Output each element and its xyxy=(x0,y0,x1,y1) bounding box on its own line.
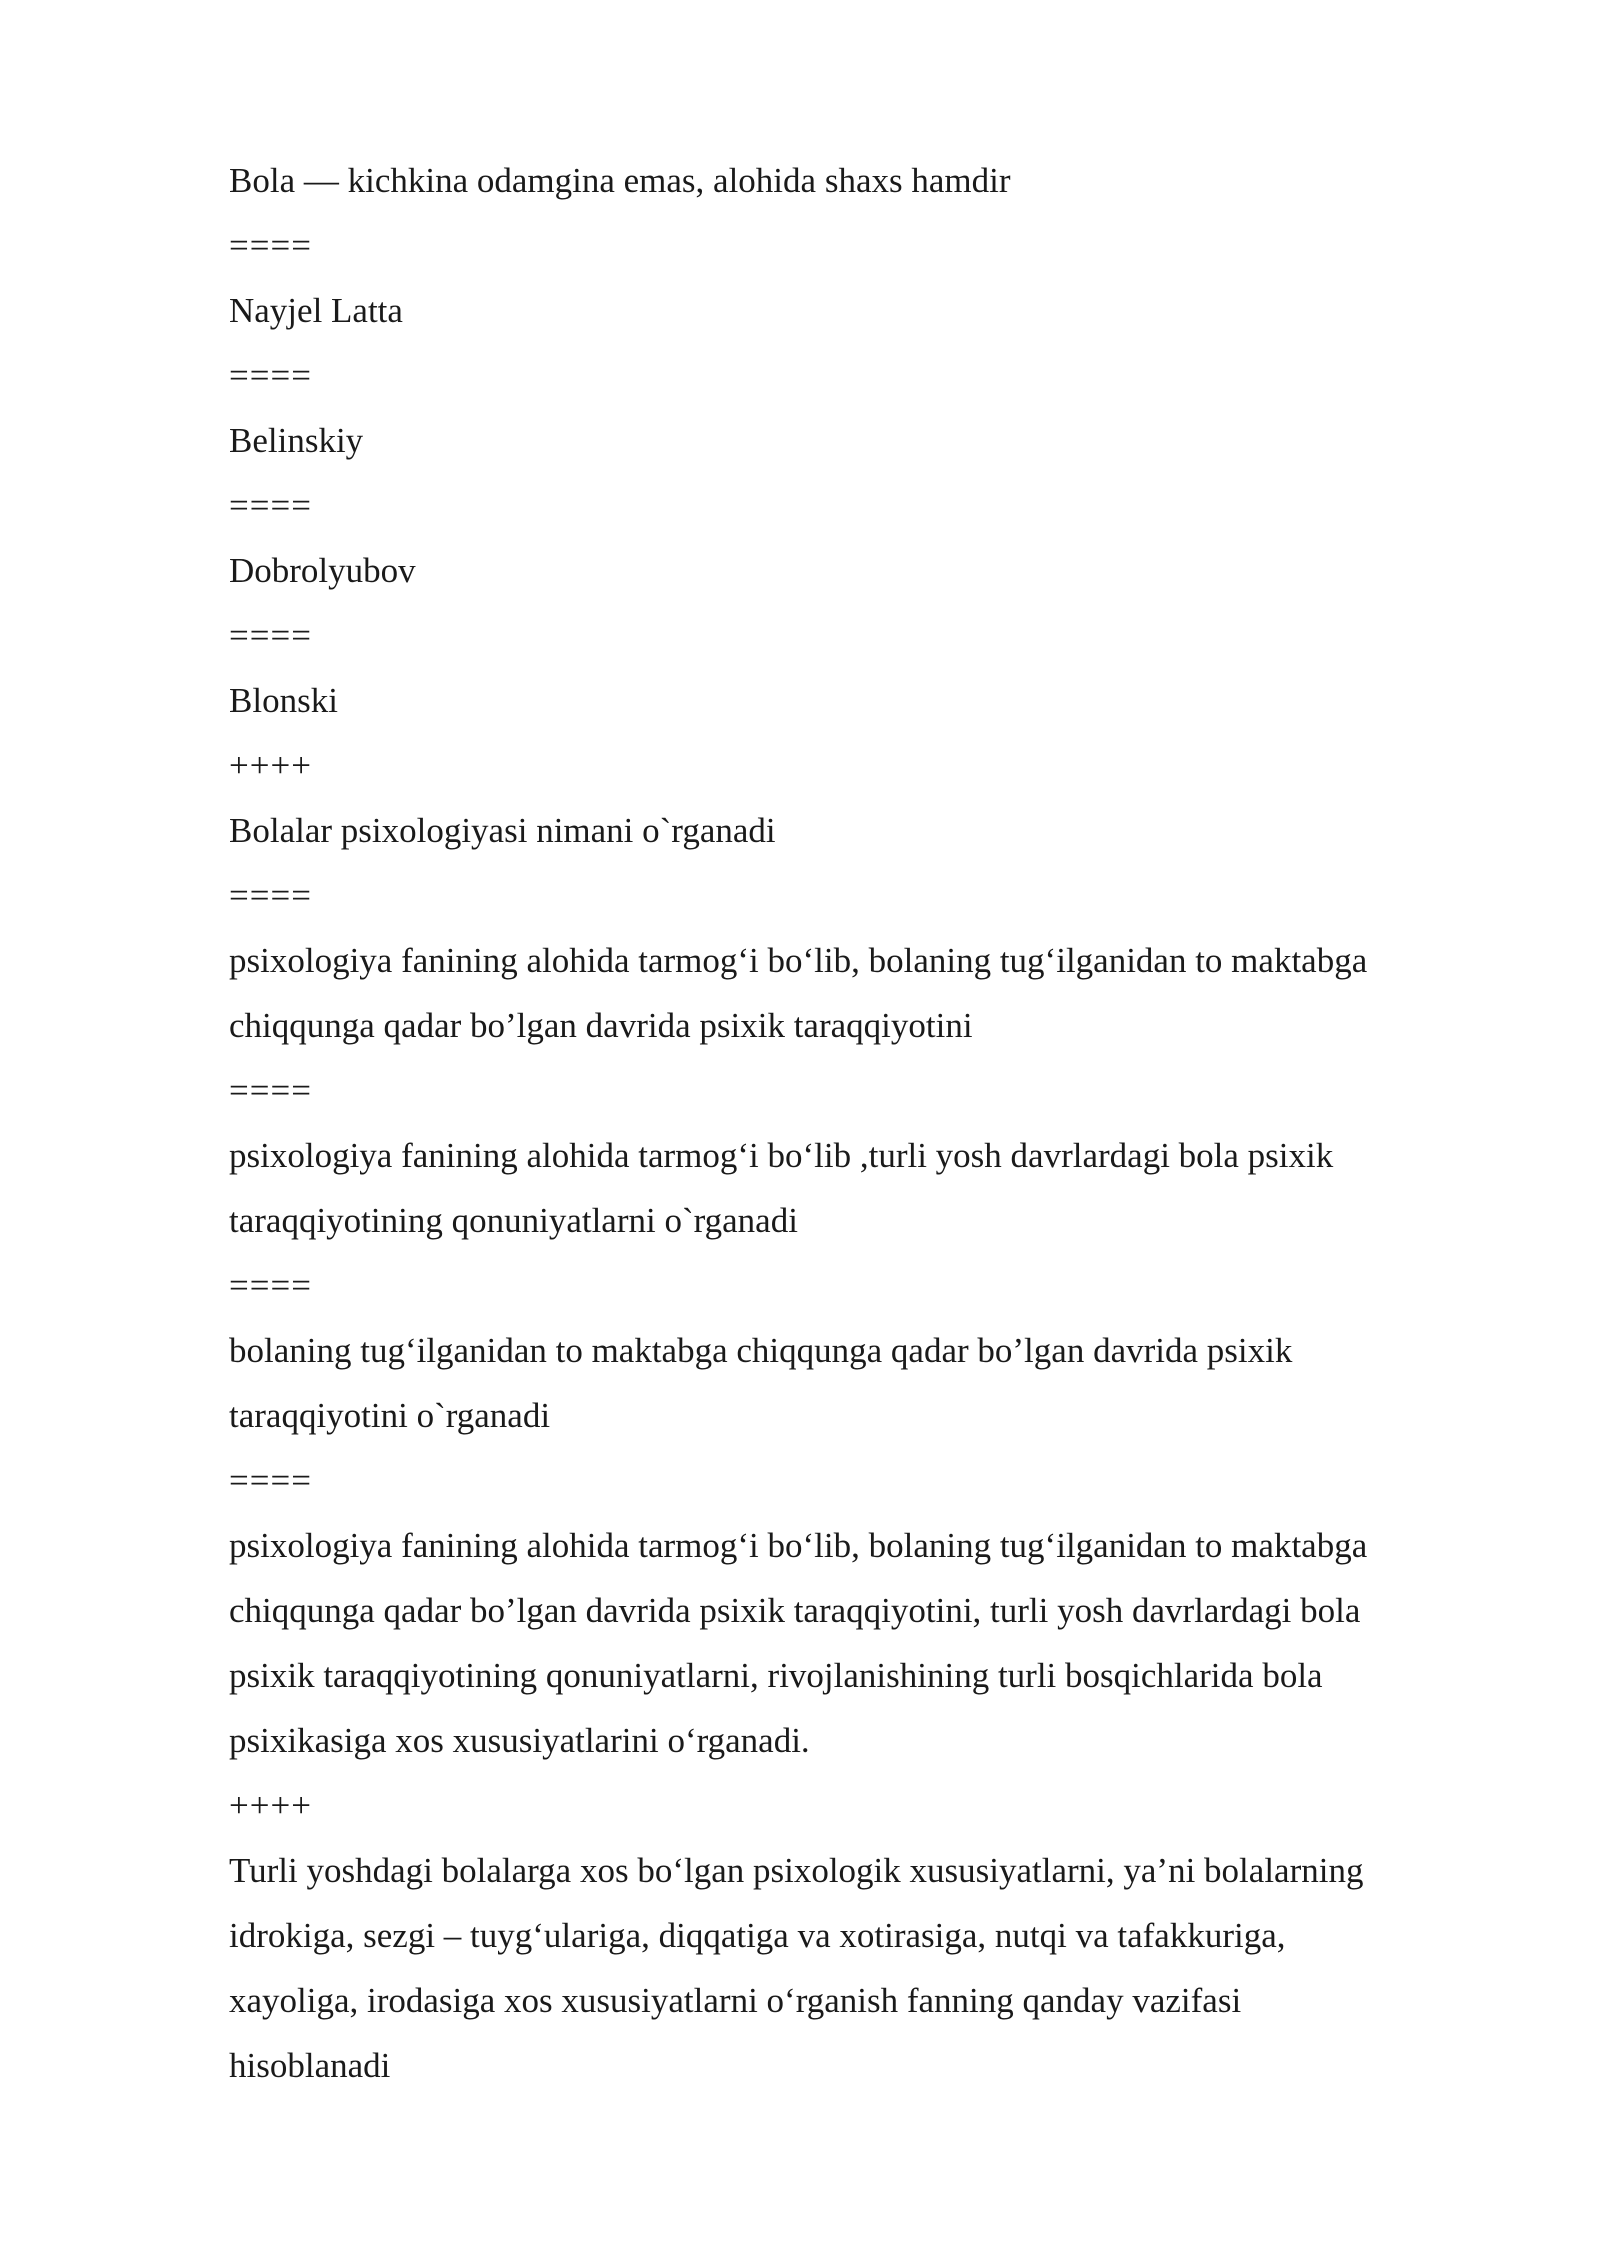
answer-option-line: psixologiya fanining alohida tarmog‘i bo‘lib, bolaning tug‘ilganidan to maktabga xyxy=(229,1526,1368,1565)
answer-option: Blonski xyxy=(229,681,338,720)
question-text: Bolalar psixologiyasi nimani o`rganadi xyxy=(229,811,776,850)
answer-option-line: psixologiya fanining alohida tarmog‘i bo‘lib ,turli yosh davrlardagi bola psixik xyxy=(229,1136,1334,1175)
answer-option-line: psixologiya fanining alohida tarmog‘i bo‘lib, bolaning tug‘ilganidan to maktabga xyxy=(229,941,1368,980)
question-separator: ++++ xyxy=(229,746,312,785)
question-text: Bola — kichkina odamgina emas, alohida shaxs hamdir xyxy=(229,161,1011,200)
answer-option: Nayjel Latta xyxy=(229,291,403,330)
answer-option-line: chiqqunga qadar bo’lgan davrida psixik taraqqiyotini, turli yosh davrlardagi bola xyxy=(229,1591,1361,1630)
answer-option-line: taraqqiyotining qonuniyatlarni o`rganadi xyxy=(229,1201,798,1240)
answer-option-line: chiqqunga qadar bo’lgan davrida psixik taraqqiyotini xyxy=(229,1006,973,1045)
answer-separator: ==== xyxy=(229,1266,312,1305)
answer-separator: ==== xyxy=(229,616,312,655)
document-page xyxy=(229,148,1469,2098)
answer-separator: ==== xyxy=(229,356,312,395)
answer-separator: ==== xyxy=(229,1461,312,1500)
question-text-line: xayoliga, irodasiga xos xususiyatlarni o‘rganish fanning qanday vazifasi xyxy=(229,1981,1242,2020)
question-text-line: idrokiga, sezgi – tuyg‘ulariga, diqqatiga va xotirasiga, nutqi va tafakkuriga, xyxy=(229,1916,1286,1955)
question-separator: ++++ xyxy=(229,1786,312,1825)
answer-separator: ==== xyxy=(229,876,312,915)
question-text-line: Turli yoshdagi bolalarga xos bo‘lgan psixologik xususiyatlarni, ya’ni bolalarning xyxy=(229,1851,1364,1890)
answer-option-line: psixikasiga xos xususiyatlarini o‘rganadi. xyxy=(229,1721,810,1760)
answer-separator: ==== xyxy=(229,226,312,265)
answer-option-line: taraqqiyotini o`rganadi xyxy=(229,1396,551,1435)
answer-option-line: bolaning tug‘ilganidan to maktabga chiqqunga qadar bo’lgan davrida psixik xyxy=(229,1331,1293,1370)
answer-option: Dobrolyubov xyxy=(229,551,416,590)
answer-separator: ==== xyxy=(229,1071,312,1110)
answer-separator: ==== xyxy=(229,486,312,525)
answer-option: Belinskiy xyxy=(229,421,364,460)
answer-option-line: psixik taraqqiyotining qonuniyatlarni, rivojlanishining turli bosqichlarida bola xyxy=(229,1656,1323,1695)
question-text-line: hisoblanadi xyxy=(229,2046,391,2085)
